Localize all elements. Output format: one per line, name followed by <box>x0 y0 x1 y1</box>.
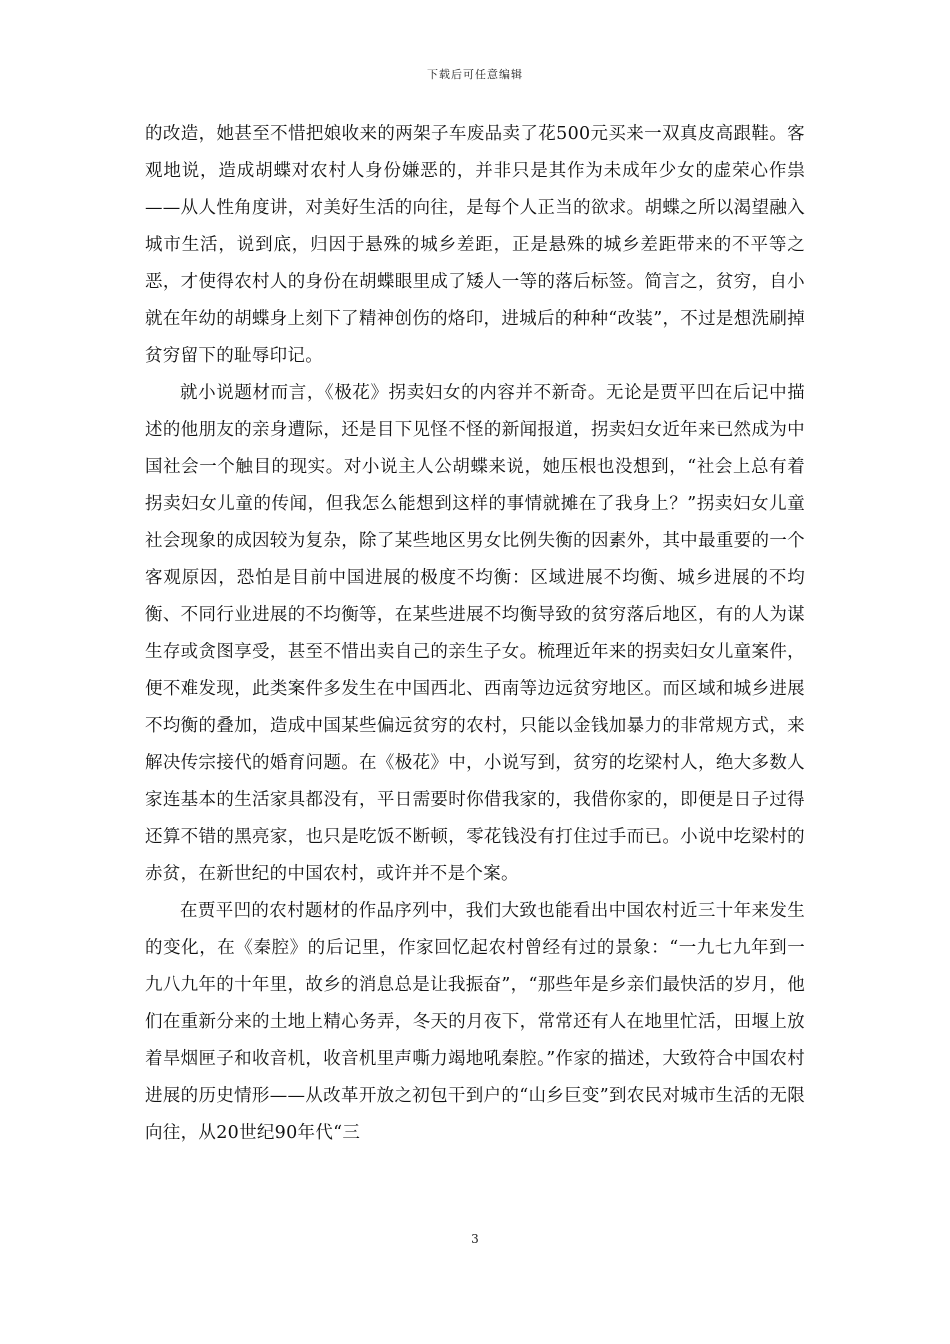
paragraph: 就小说题材而言，《极花》拐卖妇女的内容并不新奇。无论是贾平凹在后记中描述的他朋友的亲身遭际，还是目下见怪不怪的新闻报道，拐卖妇女近年来已然成为中国社会一个触目的现实。对小说主人公胡蝶来说，她压根也没想到，“社会上总有着拐卖妇女儿童的传闻，但我怎么能想到这样的事情就摊在了我身上？”拐卖妇女儿童社会现象的成因较为复杂，除了某些地区男女比例失衡的因素外，其中最重要的一个客观原因，恐怕是目前中国进展的极度不均衡：区域进展不均衡、城乡进展的不均衡、不同行业进展的不均衡等，在某些进展不均衡导致的贫穷落后地区，有的人为谋生存或贪图享受，甚至不惜出卖自己的亲生子女。梳理近年来的拐卖妇女儿童案件，便不难发现，此类案件多发生在中国西北、西南等边远贫穷地区。而区域和城乡进展不均衡的叠加，造成中国某些偏远贫穷的农村，只能以金钱加暴力的非常规方式，来解决传宗接代的婚育问题。在《极花》中，小说写到，贫穷的圪梁村人，绝大多数人家连基本的生活家具都没有，平日需要时你借我家的，我借你家的，即便是日子过得还算不错的黑亮家，也只是吃饭不断顿，零花钱没有打住过手而已。小说中圪梁村的赤贫，在新世纪的中国农村，或许并不是个案。 <box>145 383 805 884</box>
paragraph-continued: 的改造，她甚至不惜把娘收来的两架子车废品卖了花500元买来一双真皮高跟鞋。客观地说，造成胡蝶对农村人身份嫌恶的，并非只是其作为未成年少女的虚荣心作祟——从人性角度讲，对美好生活的向往，是每个人正当的欲求。胡蝶之所以渴望融入城市生活，说到底，归因于悬殊的城乡差距，正是悬殊的城乡差距带来的不平等之恶，才使得农村人的身份在胡蝶眼里成了矮人一等的落后标签。简言之，贫穷，自小就在年幼的胡蝶身上刻下了精神创伤的烙印，进城后的种种“改装”，不过是想洗刷掉贫穷留下的耻辱印记。 <box>145 124 805 366</box>
paragraph: 在贾平凹的农村题材的作品序列中，我们大致也能看出中国农村近三十年来发生的变化，在《秦腔》的后记里，作家回忆起农村曾经有过的景象：“一九七九年到一九八九年的十年里，故乡的消息总是让我振奋”，“那些年是乡亲们最快活的岁月，他们在重新分来的土地上精心务弄，冬天的月夜下，常常还有人在地里忙活，田堰上放着旱烟匣子和收音机，收音机里声嘶力竭地吼秦腔。”作家的描述，大致符合中国农村进展的历史情形——从改革开放之初包干到户的“山乡巨变”到农民对城市生活的无限向往，从20世纪90年代“三 <box>145 901 805 1143</box>
document-body <box>145 116 805 1152</box>
page-number: 3 <box>471 1232 479 1246</box>
page-header: 下载后可任意编辑 <box>427 68 523 81</box>
